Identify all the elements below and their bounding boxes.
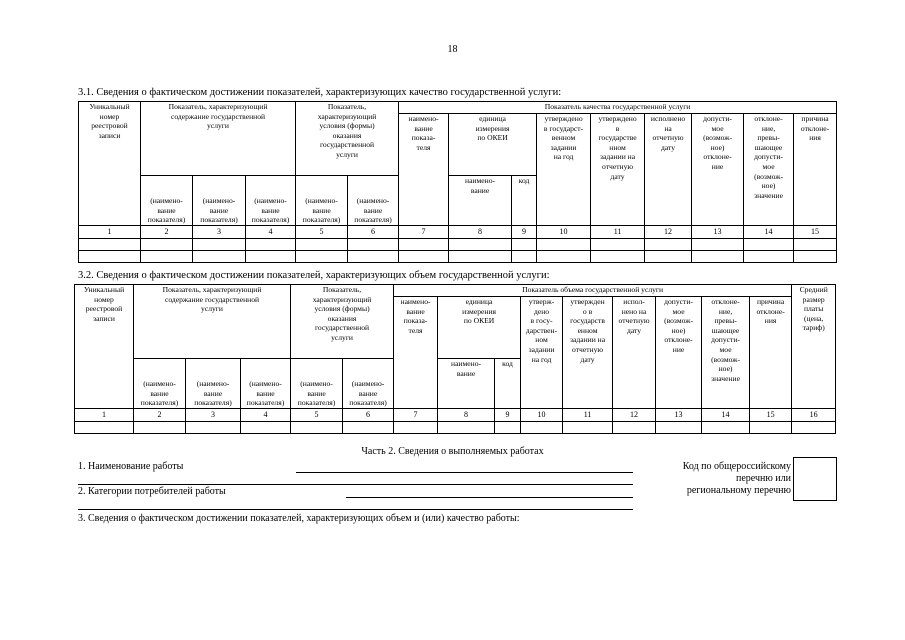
header-sub-name: (наимено- вание показателя)	[193, 176, 246, 226]
header-approved-date: утвержден о в государств енном задании на отчетную дату	[563, 297, 613, 409]
column-number: 6	[348, 226, 399, 239]
header-sub-name: (наимено- вание показателя)	[246, 176, 296, 226]
header-sub-name: (наимено- вание показателя)	[348, 176, 399, 226]
header-sub-name: (наимено- вание показателя)	[241, 359, 291, 409]
work-name-label: 1. Наименование работы	[78, 461, 184, 472]
column-number: 10	[537, 226, 591, 239]
column-number: 16	[792, 409, 836, 422]
column-number: 10	[521, 409, 563, 422]
registry-code-box[interactable]	[793, 457, 837, 501]
registry-code-label	[663, 461, 791, 497]
column-number: 4	[246, 226, 296, 239]
header-sub-name: (наимено- вание показателя)	[186, 359, 241, 409]
part-2-title: Часть 2. Сведения о выполняемых работах	[361, 446, 544, 457]
column-number: 1	[75, 409, 134, 422]
header-exceeding-deviation: отклоне- ние, превы- шающее допусти- мое (возмож- ное) значение	[744, 114, 794, 226]
column-number: 12	[613, 409, 656, 422]
section-3-1-title: 3.1. Сведения о фактическом достижении показателей, характеризующих качество государственной услуги:	[78, 87, 562, 98]
column-number: 2	[134, 409, 186, 422]
table-row	[75, 422, 836, 434]
consumer-category-label: 2. Категории потребителей работы	[78, 486, 226, 497]
header-exceeding-deviation: отклоне- ние, превы- шающее допусти- мое (возмож- ное) значение	[702, 297, 750, 409]
header-unit-name: наимено- вание	[438, 359, 495, 409]
header-average-fee: Средний размер платы (цена, тариф)	[792, 285, 836, 409]
column-number: 3	[193, 226, 246, 239]
header-approved-year: утверж- дено в госу- дарствен- ном задании на год	[521, 297, 563, 409]
registry-code-label-line: перечню или	[735, 473, 791, 484]
header-conditions-indicator: Показатель, характеризующий условия (формы) оказания государственной услуги	[291, 285, 394, 359]
header-unit-code: код	[512, 176, 537, 226]
header-allowed-deviation: допусти- мое (возмож- ное) отклоне- ние	[692, 114, 744, 226]
table-row	[79, 251, 837, 263]
column-number: 15	[750, 409, 792, 422]
column-number: 11	[591, 226, 645, 239]
header-unit-code: код	[495, 359, 521, 409]
work-name-line-2	[78, 484, 633, 485]
column-number: 7	[394, 409, 438, 422]
section-3-2-title: 3.2. Сведения о фактическом достижении показателей, характеризующих объем государственной услуги:	[78, 270, 550, 281]
header-unit-okei: единица измерения по ОКЕИ	[438, 297, 521, 359]
column-number: 11	[563, 409, 613, 422]
consumer-category-line	[346, 497, 633, 498]
header-indicator-name: наимено- вание показа- теля	[399, 114, 449, 226]
column-number: 13	[692, 226, 744, 239]
header-allowed-deviation: допусти- мое (возмож- ное) отклоне- ние	[656, 297, 702, 409]
column-number: 5	[291, 409, 343, 422]
column-number: 6	[343, 409, 394, 422]
header-approved-date: утверждено в государстве нном задании на отчетную дату	[591, 114, 645, 226]
header-sub-name: (наимено- вание показателя)	[291, 359, 343, 409]
column-number: 15	[794, 226, 837, 239]
header-content-indicator: Показатель, характеризующий содержание государственной услуги	[134, 285, 291, 359]
header-unit-name: наимено- вание	[449, 176, 512, 226]
header-deviation-reason: причина отклоне- ния	[750, 297, 792, 409]
section-3-work-title: 3. Сведения о фактическом достижении показателей, характеризующих объем и (или) качество работы:	[78, 513, 520, 524]
header-conditions-indicator: Показатель, характеризующий условия (формы) оказания государственной услуги	[296, 102, 399, 176]
table-row	[79, 239, 837, 251]
registry-code-label-line: Код по общероссийскому	[682, 461, 791, 472]
header-quality-indicator: Показатель качества государственной услуги	[399, 102, 837, 114]
header-deviation-reason: причина отклоне- ния	[794, 114, 837, 226]
header-unique-number: Уникальный номер реестровой записи	[75, 285, 134, 409]
column-number: 12	[645, 226, 692, 239]
column-number: 8	[449, 226, 512, 239]
column-number: 14	[702, 409, 750, 422]
column-number: 14	[744, 226, 794, 239]
header-volume-indicator: Показатель объема государственной услуги	[394, 285, 792, 297]
registry-code-label-line: региональному перечню	[686, 485, 791, 496]
header-sub-name: (наимено- вание показателя)	[141, 176, 193, 226]
work-name-line	[296, 472, 633, 473]
column-number: 3	[186, 409, 241, 422]
column-number: 1	[79, 226, 141, 239]
column-number: 8	[438, 409, 495, 422]
column-number: 13	[656, 409, 702, 422]
header-done: испол- нено на отчетную дату	[613, 297, 656, 409]
consumer-category-line-2	[78, 509, 633, 510]
column-number: 9	[495, 409, 521, 422]
header-sub-name: (наимено- вание показателя)	[296, 176, 348, 226]
column-number: 5	[296, 226, 348, 239]
header-content-indicator: Показатель, характеризующий содержание государственной услуги	[141, 102, 296, 176]
header-sub-name: (наимено- вание показателя)	[343, 359, 394, 409]
header-sub-name: (наимено- вание показателя)	[134, 359, 186, 409]
volume-table	[74, 284, 836, 434]
header-unit-okei: единица измерения по ОКЕИ	[449, 114, 537, 176]
column-number: 2	[141, 226, 193, 239]
column-number: 7	[399, 226, 449, 239]
header-approved-year: утверждено в государст- венном задании на год	[537, 114, 591, 226]
header-unique-number: Уникальный номер реестровой записи	[79, 102, 141, 226]
column-number: 4	[241, 409, 291, 422]
header-done: исполнено на отчетную дату	[645, 114, 692, 226]
column-number: 9	[512, 226, 537, 239]
header-indicator-name: наимено- вание показа- теля	[394, 297, 438, 409]
page-number: 18	[447, 44, 458, 55]
quality-table	[78, 101, 837, 263]
